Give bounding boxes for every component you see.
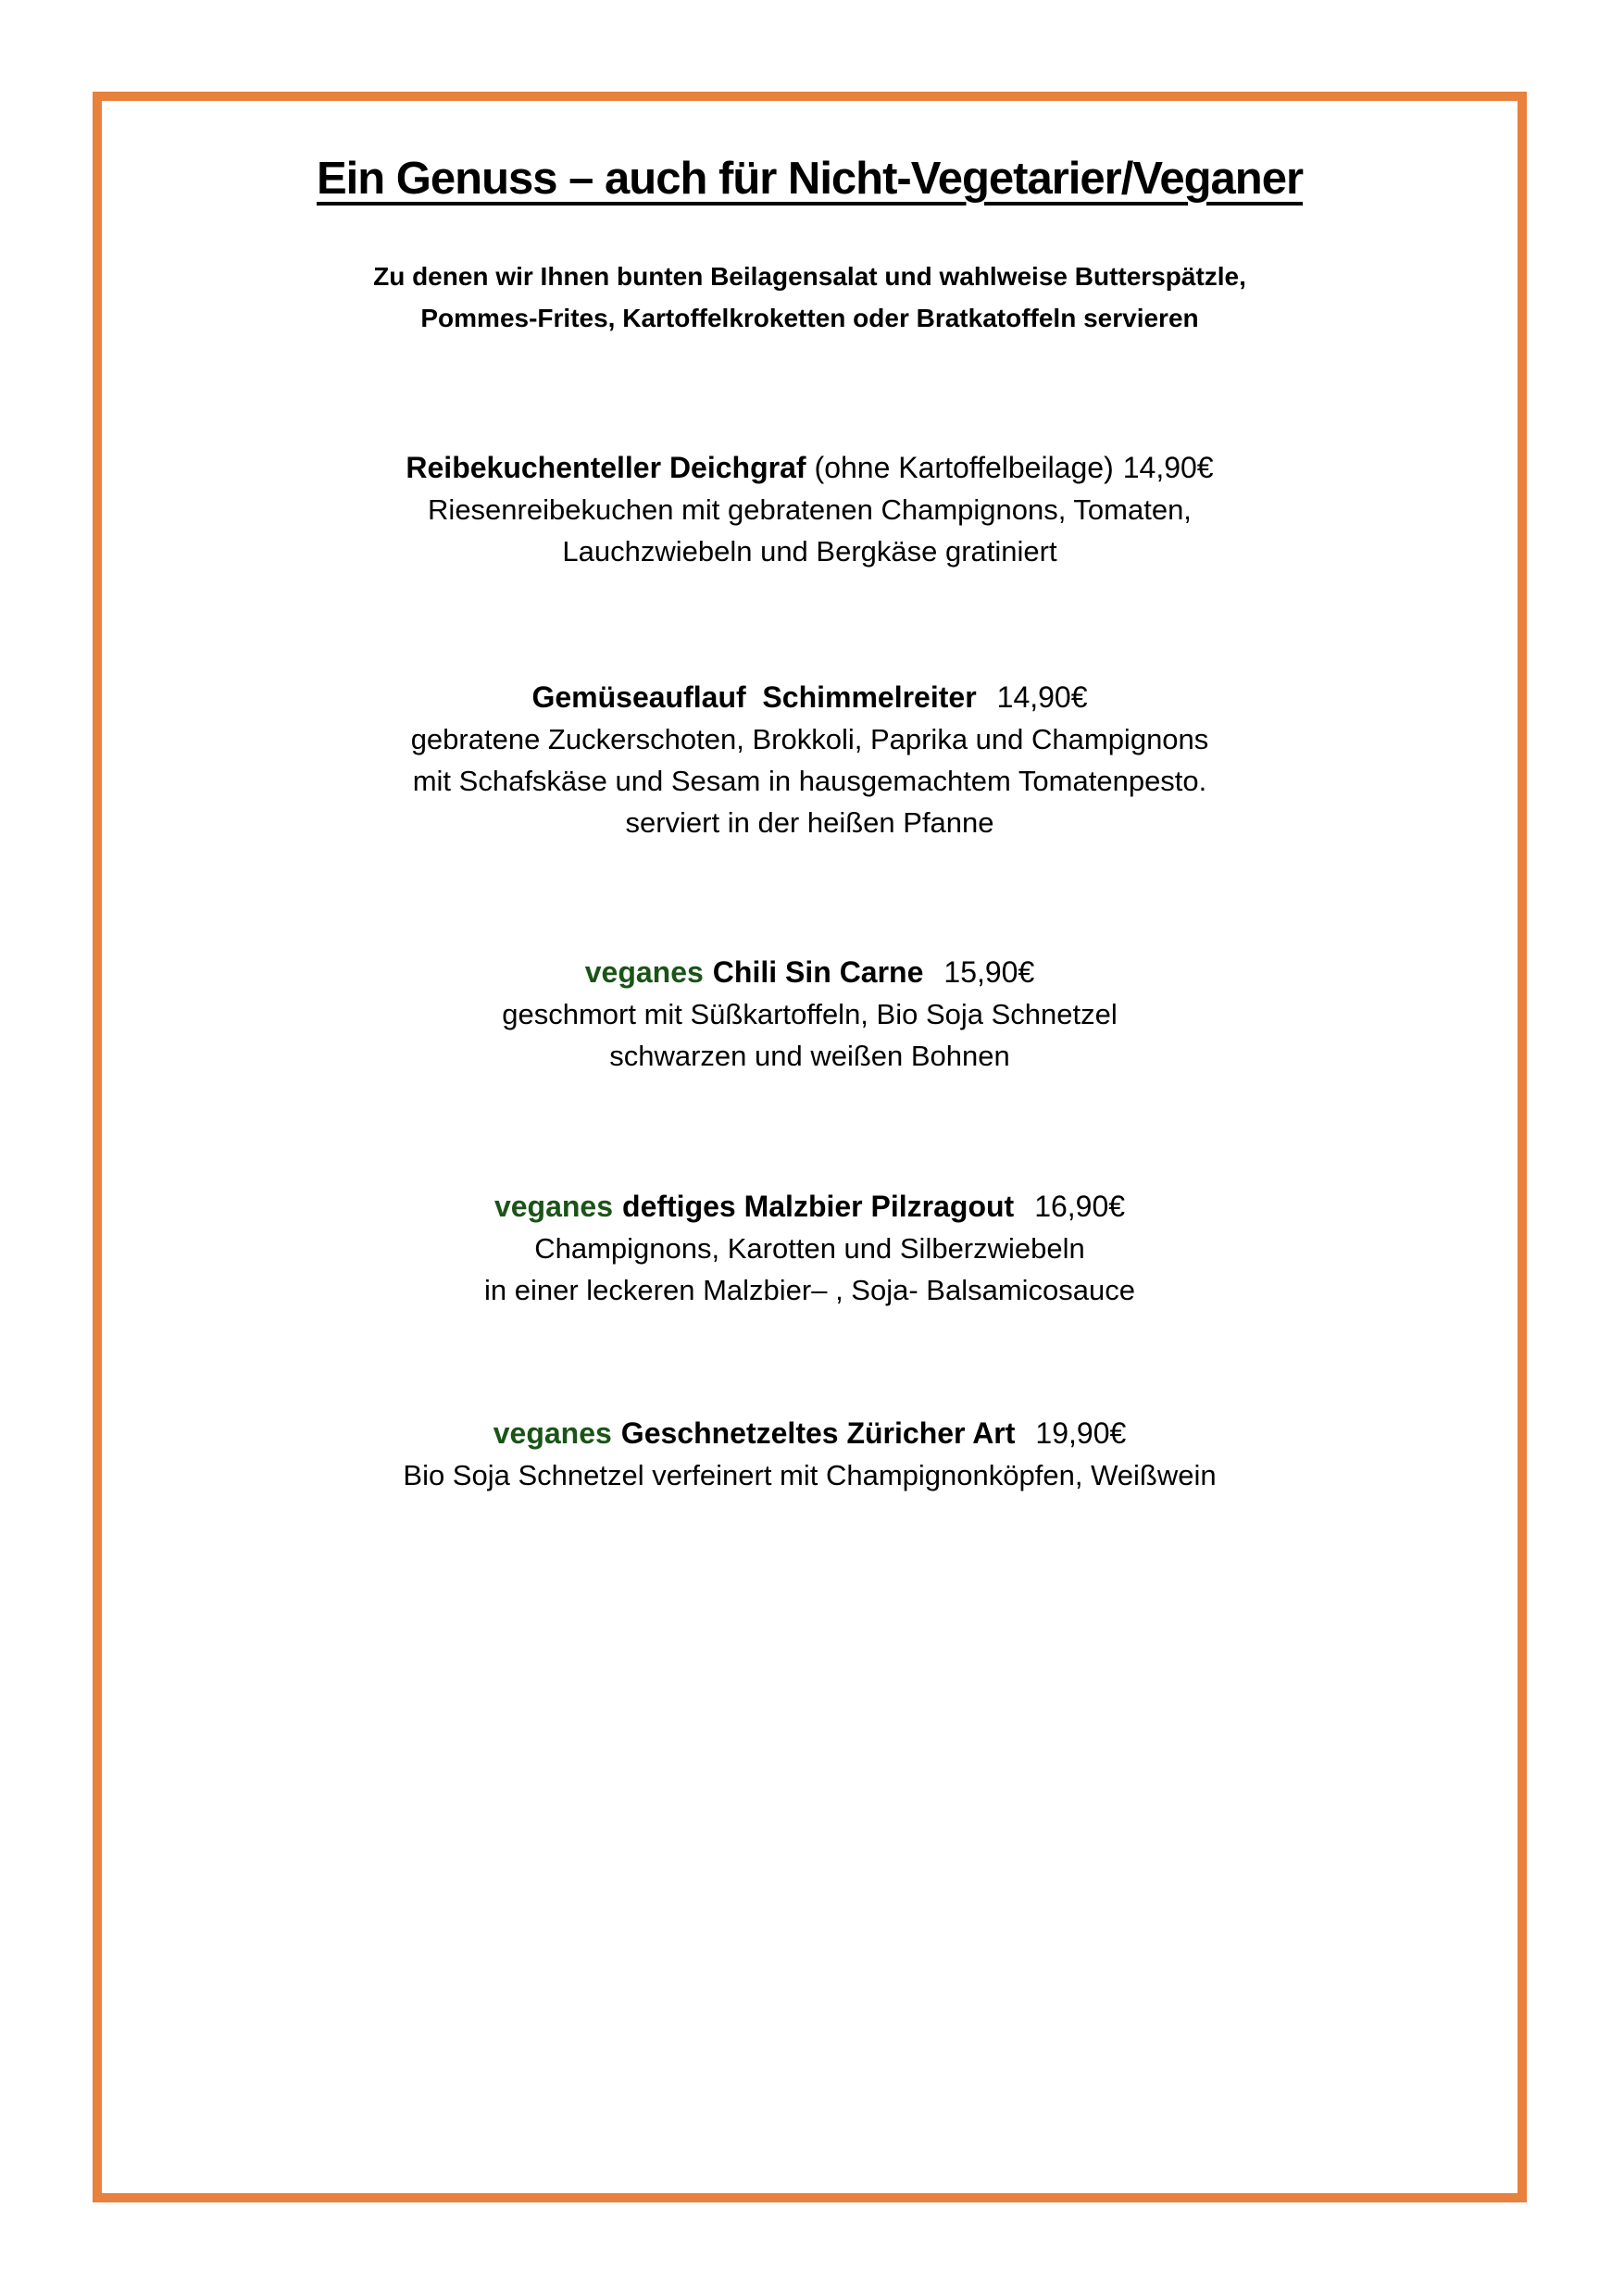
dish-price: 14,90€	[1122, 451, 1214, 484]
dish-description-line: in einer leckeren Malzbier– , Soja- Balsamicosauce	[484, 1274, 1135, 1306]
menu-item-title	[93, 447, 1527, 489]
dish-price: 19,90€	[1035, 1416, 1127, 1450]
dish-name: Reibekuchenteller Deichgraf	[406, 451, 806, 484]
dish-description-line: schwarzen und weißen Bohnen	[609, 1040, 1010, 1072]
menu-item-title	[93, 677, 1527, 718]
menu-item-malzbier-pilzragout	[93, 1186, 1527, 1311]
dish-name: deftiges Malzbier Pilzragout	[622, 1190, 1015, 1223]
dish-name: Gemüseauflauf Schimmelreiter	[531, 680, 977, 714]
subtitle-line: Zu denen wir Ihnen bunten Beilagensalat und wahlweise Butterspätzle,	[373, 262, 1246, 291]
page-title-text: Ein Genuss – auch für Nicht-Vegetarier/Veganer	[316, 154, 1304, 204]
menu-item-title	[93, 952, 1527, 993]
dish-description-line: mit Schafskäse und Sesam in hausgemachtem Tomatenpesto.	[412, 765, 1207, 797]
menu-item-title	[93, 1186, 1527, 1228]
page-border	[93, 92, 1527, 2202]
vegan-label: veganes	[493, 1416, 612, 1450]
dish-price: 14,90€	[996, 680, 1088, 714]
dish-price: 15,90€	[943, 955, 1035, 989]
dish-description-line: gebratene Zuckerschoten, Brokkoli, Paprika und Champignons	[410, 723, 1209, 755]
dish-description-line: Riesenreibekuchen mit gebratenen Champignons, Tomaten,	[428, 493, 1192, 526]
dish-description-line: Lauchzwiebeln und Bergkäse gratiniert	[562, 535, 1057, 568]
dish-price: 16,90€	[1034, 1190, 1126, 1223]
dish-note: (ohne Kartoffelbeilage)	[814, 451, 1114, 484]
dish-name: Geschnetzeltes Züricher Art	[620, 1416, 1016, 1450]
subtitle-line: Pommes-Frites, Kartoffelkroketten oder Bratkatoffeln servieren	[420, 304, 1199, 332]
dish-description-line: geschmort mit Süßkartoffeln, Bio Soja Schnetzel	[502, 998, 1118, 1030]
menu-subtitle	[93, 256, 1527, 339]
menu-item-chili-sin-carne	[93, 952, 1527, 1077]
page-title	[93, 153, 1527, 205]
dish-description-line: Bio Soja Schnetzel verfeinert mit Champignonköpfen, Weißwein	[403, 1459, 1217, 1491]
dish-name: Chili Sin Carne	[712, 955, 924, 989]
dish-description-line: serviert in der heißen Pfanne	[625, 806, 994, 839]
vegan-label: veganes	[584, 955, 704, 989]
menu-item-reibekuchenteller	[93, 447, 1527, 572]
menu-item-title	[93, 1413, 1527, 1454]
vegan-label: veganes	[493, 1190, 614, 1223]
dish-description-line: Champignons, Karotten und Silberzwiebeln	[534, 1232, 1085, 1265]
menu-item-geschnetzeltes	[93, 1413, 1527, 1496]
menu-item-gemueseauflauf	[93, 677, 1527, 843]
